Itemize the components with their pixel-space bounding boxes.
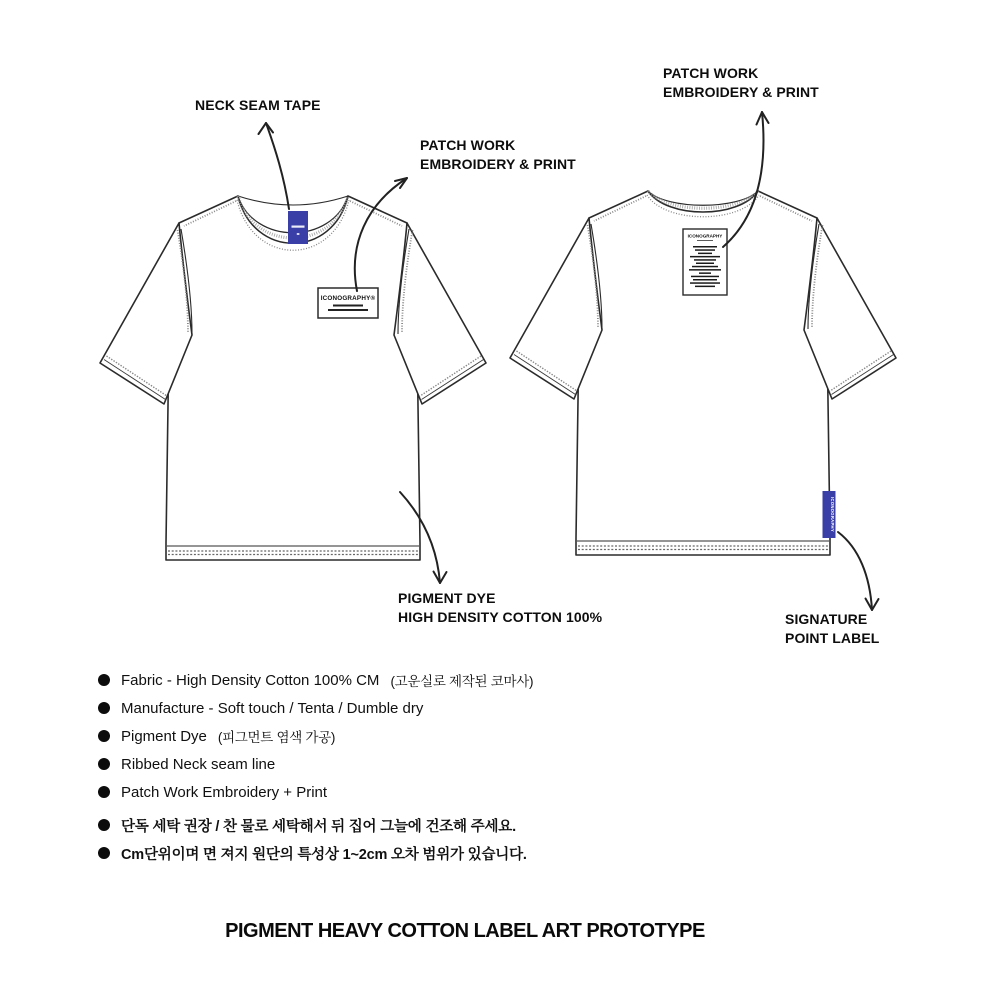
bullet-icon bbox=[98, 702, 110, 714]
chest-label-text: ICONOGRAPHY® bbox=[320, 295, 376, 302]
collar-inner-line bbox=[648, 191, 758, 205]
tshirt-front-drawing bbox=[85, 185, 505, 585]
callout-patchwork-front bbox=[420, 136, 576, 174]
tshirt-back-drawing bbox=[495, 180, 915, 580]
page-title: PIGMENT HEAVY COTTON LABEL ART PROTOTYPE bbox=[225, 920, 705, 942]
callout-line: EMBROIDERY & PRINT bbox=[663, 84, 819, 100]
list-item bbox=[98, 666, 918, 694]
feature-text: Pigment Dye bbox=[121, 727, 207, 745]
list-item bbox=[98, 750, 918, 778]
feature-list bbox=[98, 666, 918, 867]
arrowhead bbox=[757, 112, 769, 125]
callout-signature-point bbox=[785, 610, 879, 648]
bullet-icon bbox=[98, 758, 110, 770]
bullet-icon bbox=[98, 674, 110, 686]
list-item bbox=[98, 839, 918, 867]
bullet-icon bbox=[98, 819, 110, 831]
bullet-icon bbox=[98, 730, 110, 742]
feature-text: Fabric - High Density Cotton 100% CM bbox=[121, 671, 380, 689]
feature-text: Ribbed Neck seam line bbox=[121, 755, 276, 773]
list-item bbox=[98, 811, 918, 839]
back-care-label bbox=[683, 229, 727, 295]
feature-text-kr: (피그먼트 염색 가공) bbox=[217, 730, 336, 745]
feature-text: Manufacture - Soft touch / Tenta / Dumble dry bbox=[121, 699, 424, 717]
arrowhead bbox=[866, 599, 879, 611]
callout-line: NECK SEAM TAPE bbox=[195, 97, 321, 113]
feature-text: Patch Work Embroidery + Print bbox=[121, 783, 328, 801]
side-label-text: ICONOGRAPHY bbox=[830, 497, 835, 532]
callout-line: PATCH WORK bbox=[420, 137, 516, 153]
care-label-title: ICONOGRAPHY bbox=[687, 233, 723, 239]
callout-line: SIGNATURE bbox=[785, 611, 868, 627]
feature-text-kr: 단독 세탁 권장 / 찬 물로 세탁해서 뒤 집어 그늘에 건조해 주세요. bbox=[121, 818, 516, 835]
list-item bbox=[98, 694, 918, 722]
feature-text-kr: (고운실로 제작된 코마사) bbox=[390, 674, 534, 689]
callout-line: POINT LABEL bbox=[785, 630, 880, 646]
chest-patch-label bbox=[318, 288, 378, 318]
list-item bbox=[98, 778, 918, 806]
back-neck-line bbox=[238, 196, 348, 205]
signature-side-label bbox=[823, 491, 836, 538]
brand-neck-label bbox=[288, 211, 308, 244]
arrowhead bbox=[259, 123, 274, 134]
callout-line: PIGMENT DYE bbox=[398, 590, 496, 606]
callout-neck-seam-tape bbox=[195, 96, 321, 115]
callout-patchwork-back bbox=[663, 64, 819, 102]
callout-pigment-dye bbox=[398, 589, 602, 627]
callout-line: EMBROIDERY & PRINT bbox=[420, 156, 576, 172]
feature-text-kr: Cm단위이며 면 져지 원단의 특성상 1~2cm 오차 범위가 있습니다. bbox=[121, 846, 527, 863]
bullet-icon bbox=[98, 786, 110, 798]
list-item bbox=[98, 722, 918, 750]
bullet-icon bbox=[98, 847, 110, 859]
callout-line: PATCH WORK bbox=[663, 65, 759, 81]
callout-line: HIGH DENSITY COTTON 100% bbox=[398, 609, 603, 625]
